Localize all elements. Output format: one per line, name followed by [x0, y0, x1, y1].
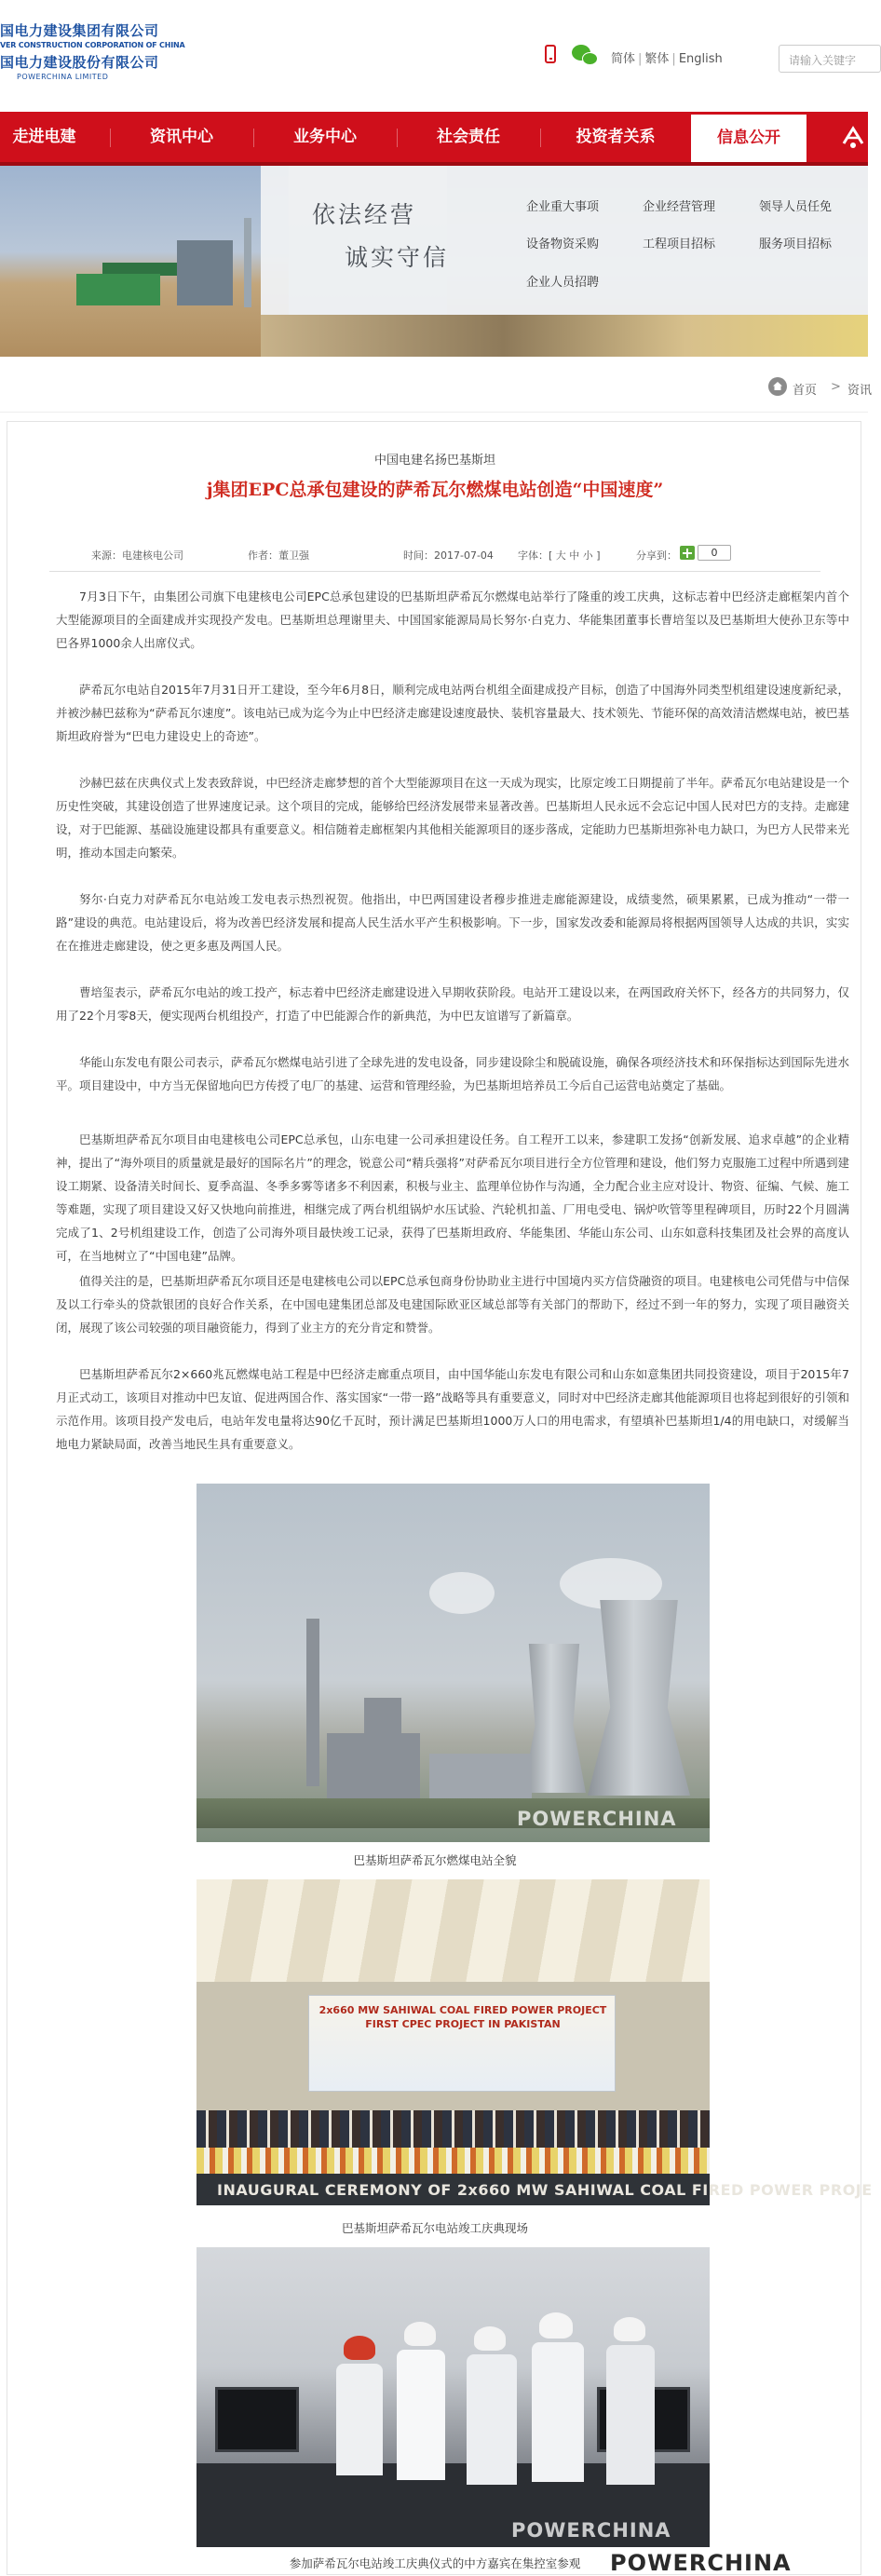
article-paragraph: 华能山东发电有限公司表示，萨希瓦尔燃煤电站引进了全球先进的发电设备，同步建设除尘和脱硫设施，确保各项经济技术和环保指标达到国际先进水平。项目建设中，中方当无保留地向巴方传授了电厂的基建、运营和管理经验，为巴基斯坦培养员工今后自己运营电站奠定了基础。: [56, 1055, 849, 1092]
home-icon[interactable]: [768, 377, 787, 396]
quick-link-operations[interactable]: 企业经营管理: [643, 200, 716, 214]
article-time: 时间：2017-07-04: [403, 549, 494, 562]
mobile-phone-icon[interactable]: [545, 45, 556, 63]
article-author: 作者：董卫强: [248, 549, 309, 562]
nav-divider: [540, 129, 541, 147]
share-plus-icon[interactable]: [680, 546, 695, 560]
hero-banner: [0, 166, 868, 357]
logo-group-name: 国电力建设集团有限公司: [0, 22, 159, 39]
lang-simplified-link[interactable]: 简体: [611, 52, 636, 66]
article-paragraph: 努尔·白克力对萨希瓦尔电站竣工发电表示热烈祝贺。他指出，中巴两国建设者穆步推进走廊能源建设，成绩斐然，硕果累累，已成为推动“一带一路”建设的典范。电站建设后，将为改善巴经济发展和提高人民生活水平产生积极影响。下一步，国家发改委和能源局将根据两国领导人达成的共识，实实在在推进走廊建设，使之更多惠及两国人民。: [56, 892, 849, 953]
main-nav: [0, 112, 868, 166]
quick-link-procurement[interactable]: 设备物资采购: [526, 237, 600, 251]
logo-corp-name: 国电力建设股份有限公司: [0, 54, 159, 71]
share-label: 分享到：: [636, 549, 677, 562]
article-title: j集团EPC总承包建设的萨希瓦尔燃煤电站创造“中国速度”: [206, 480, 664, 500]
article-paragraph: 巴基斯坦萨希瓦尔2×660兆瓦燃煤电站工程是中巴经济走廊重点项目，由中国华能山东发电有限公司和山东如意集团共同投资建设，项目于2015年7月正式动工，该项目对推动中巴友谊、促进两国合作、落实国家“一带一路”战略等具有重要意义，同时对中巴经济走廊其他能源项目也将起到很好的引领和示范作用。该项目投产发电后，电站年发电量将达90亿千瓦时，预计满足巴基斯坦1000万人口的用电需求，有望填补巴基斯坦1/4的用电缺口，对缓解当地电力紧缺局面，改善当地民生具有重要意义。: [56, 1367, 849, 1451]
photo-watermark: POWERCHINA: [517, 1808, 677, 1830]
ceremony-backdrop-title: 2x660 MW SAHIWAL COAL FIRED POWER PROJECT FIRST CPEC PROJECT IN PAKISTAN: [319, 2004, 607, 2030]
nav-item-investors[interactable]: 投资者关系: [576, 128, 656, 146]
article-paragraph: 萨希瓦尔电站自2015年7月31日开工建设，至今年6月8日，顺利完成电站两台机组全面建成投产目标，创造了中国海外同类型机组建设速度新纪录，并被沙赫巴兹称为“萨希瓦尔速度”。该电站已成为迄今为止中巴经济走廊建设速度最快、装机容量最大、技术领先、节能环保的高效清洁燃煤电站，被巴基斯坦政府誉为“巴电力建设史上的奇迹”。: [56, 683, 849, 743]
quick-link-service-bids[interactable]: 服务项目招标: [759, 237, 833, 251]
logo-group-name-en: VER CONSTRUCTION CORPORATION OF CHINA: [0, 41, 185, 49]
banner-photo-strip: [261, 315, 868, 357]
photo-caption: 巴基斯坦萨希瓦尔电站竣工庆典现场: [341, 2221, 528, 2235]
nav-divider: [397, 129, 398, 147]
article-paragraph: 7月3日下午，由集团公司旗下电建核电公司EPC总承包建设的巴基斯坦萨希瓦尔燃煤电站举行了隆重的竣工庆典，这标志着中巴经济走廊框架内首个大型能源项目的全面建成并实现投产发电。巴基斯坦总理谢里夫、中国国家能源局局长努尔·白克力、华能集团董事长曹培玺以及巴基斯坦大使孙卫东等中巴各界1000余人出席仪式。: [56, 590, 849, 650]
breadcrumb-separator: >: [831, 380, 841, 394]
breadcrumb-home-link[interactable]: 首页: [793, 384, 818, 398]
nav-divider: [253, 129, 254, 147]
search-input[interactable]: 请输入关键字: [779, 45, 881, 73]
breadcrumb: [0, 357, 873, 413]
nav-item-business[interactable]: 业务中心: [293, 128, 357, 146]
nav-item-about[interactable]: 走进电建: [12, 128, 76, 146]
site-logo[interactable]: [0, 20, 191, 81]
banner-photo-power-plant: [0, 166, 289, 357]
quick-link-appointments[interactable]: 领导人员任免: [759, 200, 833, 214]
wechat-icon[interactable]: [572, 45, 600, 67]
font-size-switcher[interactable]: 字体：[ 大 中 小 ]: [518, 549, 601, 562]
article-paragraph: 值得关注的是，巴基斯坦萨希瓦尔项目还是电建核电公司以EPC总承包商身份协助业主进行中国境内买方信贷融资的项目。电建核电公司凭借与中信保及以工行牵头的贷款银团的良好合作关系，在中国电建集团总部及电建国际欧亚区域总部等有关部门的帮助下，经过不到一年的努力，实现了项目融资关闭，展现了该公司较强的项目融资能力，得到了业主方的充分肯定和赞誉。: [56, 1274, 849, 1335]
article-source: 来源：电建核电公司: [91, 549, 183, 562]
photo-watermark: POWERCHINA: [511, 2519, 671, 2542]
article-paragraph: 曹培玺表示，萨希瓦尔电站的竣工投产，标志着中巴经济走廊建设进入早期收获阶段。电站开工建设以来，在两国政府关怀下，经各方的共同努力，仅用了22个月零8天，便实现两台机组投产，打造了中巴能源合作的新典范，为中巴友谊谱写了新篇章。: [56, 985, 849, 1023]
quick-link-major-matters[interactable]: 企业重大事项: [526, 200, 600, 214]
nav-item-disclosure[interactable]: 信息公开: [691, 112, 806, 162]
article-kicker: 中国电建名扬巴基斯坦: [373, 454, 495, 468]
banner-slogan-line1: 依法经营: [312, 201, 417, 228]
share-count: 0: [698, 545, 731, 561]
photo-plant-overview: [197, 1484, 710, 1842]
nav-divider: [110, 129, 111, 147]
photo-control-room: [197, 2247, 710, 2547]
nav-item-news[interactable]: 资讯中心: [150, 128, 213, 146]
photo-caption: 参加萨希瓦尔电站竣工庆典仪式的中方嘉宾在集控室参观: [289, 2556, 581, 2570]
article-paragraph: 沙赫巴兹在庆典仪式上发表致辞说，中巴经济走廊梦想的首个大型能源项目在这一天成为现实，比原定竣工日期提前了半年。萨希瓦尔电站建设是一个历史性突破，其建设创造了世界速度记录。这个项目的完成，能够给巴经济发展带来显著改善。巴基斯坦人民永远不会忘记中国人民对巴方的支持。走廊建设，对于巴能源、基础设施建设都具有重要意义。相信随着走廊框架内其他相关能源项目的逐步落成，定能助力巴基斯坦弥补电力缺口，为巴方人民带来光明，推动本国走向繁荣。: [56, 776, 849, 860]
ceremony-banner-text: INAUGURAL CEREMONY OF 2x660 MW SAHIWAL COAL FIRED POWER PROJE: [217, 2181, 873, 2199]
photo-caption: 巴基斯坦萨希瓦尔燃煤电站全貌: [353, 1853, 517, 1867]
language-switcher: 简体 | 繁体 | English: [611, 52, 723, 66]
lang-english-link[interactable]: English: [678, 52, 723, 66]
quick-link-project-bids[interactable]: 工程项目招标: [643, 237, 716, 251]
photo-ceremony: [197, 1879, 873, 2205]
breadcrumb-current[interactable]: 资讯: [847, 384, 873, 398]
article-paragraph: 巴基斯坦萨希瓦尔项目由电建核电公司EPC总承包，山东电建一公司承担建设任务。自工程开工以来，参建职工发扬“创新发展、追求卓越”的企业精神，提出了“海外项目的质量就是最好的国际名片”的理念，锐意公司“精兵强将”对萨希瓦尔项目进行全方位管理和建设，他们努力克服施工过程中所遇到建设工期紧、设备清关时间长、夏季高温、冬季多雾等诸多不利因素，积极与业主、监理单位协作与沟通，全力配合业主应对设计、物资、征编、气候、施工等难题，实现了项目建设又好又快地向前推进，相继完成了两台机组锅炉水压试验、汽轮机扣盖、厂用电受电、锅炉吹管等里程碑项目，历时22个月圆满完成了1、2号机组建设工作，创造了公司海外项目最快竣工记录，获得了巴基斯坦政府、华能集团、华能山东公司、山东如意科技集团及社会界的高度认可，在当地树立了“中国电建”品牌。: [56, 1132, 849, 1263]
page-footer-watermark: POWERCHINA: [610, 2550, 792, 2576]
quick-link-recruitment[interactable]: 企业人员招聘: [526, 276, 600, 290]
nav-item-csr[interactable]: 社会责任: [437, 128, 500, 146]
banner-slogan-line2: 诚实守信: [345, 244, 450, 271]
powerchina-emblem-icon: [838, 123, 868, 151]
meta-divider: [49, 571, 820, 572]
lang-traditional-link[interactable]: 繁体: [644, 52, 670, 66]
article: [7, 421, 873, 2575]
site-header: [0, 0, 868, 112]
logo-corp-name-en: POWERCHINA LIMITED: [17, 73, 109, 81]
